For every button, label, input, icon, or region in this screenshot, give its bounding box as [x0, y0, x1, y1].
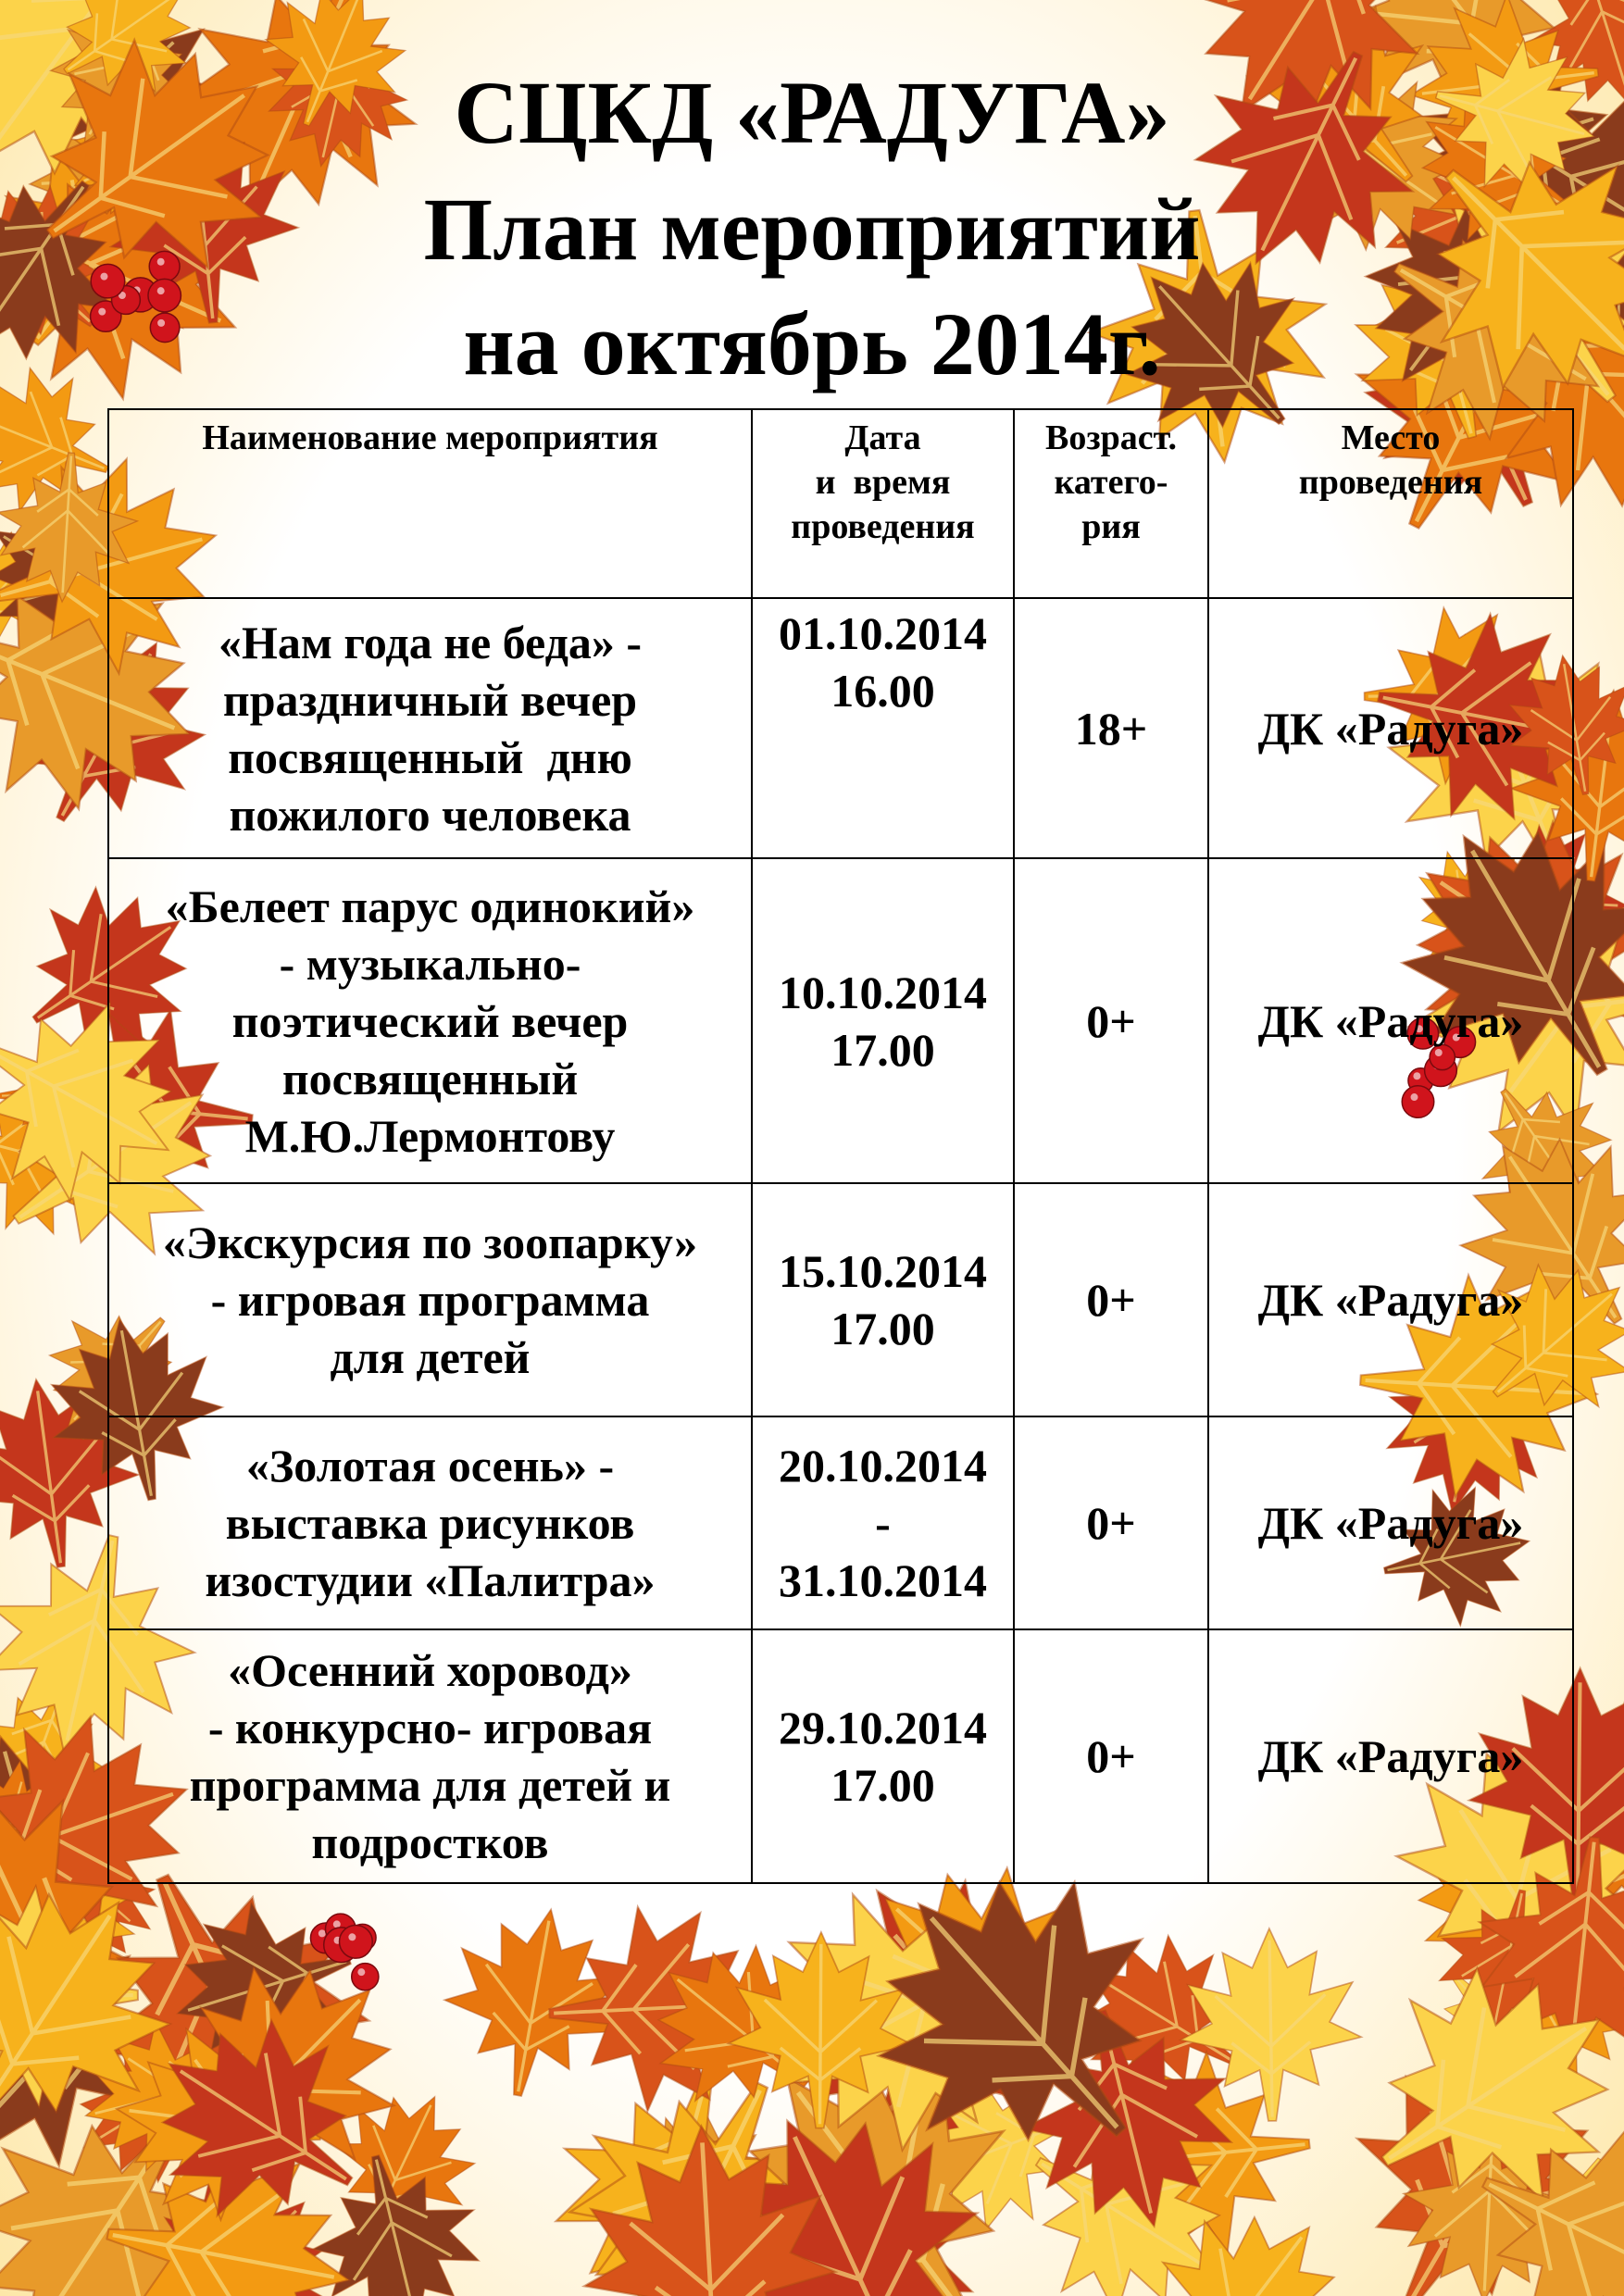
event-name-line: праздничный вечер [222, 673, 638, 726]
rowan-berry-icon [149, 251, 180, 281]
events-table [107, 408, 1574, 1884]
month-title: на октябрь 2014г. [463, 294, 1161, 393]
event-place-cell [1208, 858, 1573, 1183]
event-name-line: - музыкально- [279, 937, 581, 990]
table-row [108, 598, 1573, 858]
event-date: 15.10.2014 [779, 1245, 987, 1297]
event-age-cell [1014, 598, 1208, 858]
event-place: ДК «Радуга» [1257, 1497, 1524, 1549]
event-time: 16.00 [831, 665, 935, 717]
column-header-name [108, 409, 752, 598]
column-header-age-line: рия [1081, 507, 1141, 546]
rowan-berry-icon [340, 1925, 373, 1958]
event-datetime-cell [752, 1183, 1014, 1416]
table-row [108, 1629, 1573, 1883]
event-name-line: - игровая программа [210, 1274, 650, 1326]
event-time: 17.00 [831, 1303, 935, 1354]
event-age-cell [1014, 1183, 1208, 1416]
column-header-age-line: Возраст. [1045, 418, 1177, 457]
event-time: 17.00 [831, 1023, 935, 1076]
age-category: 18+ [1074, 702, 1148, 755]
age-category: 0+ [1086, 1274, 1136, 1326]
column-header-datetime [752, 409, 1014, 598]
age-category: 0+ [1086, 1497, 1136, 1549]
event-date-end: 31.10.2014 [779, 1554, 987, 1606]
event-date: 10.10.2014 [779, 966, 987, 1018]
event-name-line: программа для детей и [189, 1759, 671, 1811]
event-place: ДК «Радуга» [1257, 1730, 1524, 1782]
event-name-cell [108, 1183, 752, 1416]
event-age-cell [1014, 1629, 1208, 1883]
event-name-cell [108, 1629, 752, 1883]
event-age-cell [1014, 1416, 1208, 1629]
column-header-name-text: Наименование мероприятия [202, 418, 658, 457]
table-row [108, 1416, 1573, 1629]
event-date-separator: - [875, 1497, 891, 1549]
column-header-datetime-line: Дата [844, 418, 921, 457]
rowan-berry-icon [148, 279, 181, 311]
event-name-line: «Золотая осень» - [245, 1440, 615, 1491]
event-datetime-cell [752, 1416, 1014, 1629]
event-name-line: «Нам года не беда» - [218, 616, 643, 668]
event-place-cell [1208, 1629, 1573, 1883]
rowan-berry-icon [91, 264, 125, 298]
event-name-cell [108, 598, 752, 858]
org-title: СЦКД «РАДУГА» [454, 63, 1170, 162]
table-row [108, 858, 1573, 1183]
event-name-line: «Осенний хоровод» [228, 1644, 632, 1696]
event-place-cell [1208, 1416, 1573, 1629]
column-header-datetime-line: проведения [791, 507, 975, 546]
event-age-cell [1014, 858, 1208, 1183]
event-place: ДК «Радуга» [1257, 994, 1524, 1047]
column-header-age [1014, 409, 1208, 598]
rowan-berry-icon [150, 313, 180, 343]
event-name-line: пожилого человека [229, 788, 631, 841]
event-name-line: изостудии «Палитра» [205, 1554, 656, 1606]
event-name-line: для детей [330, 1331, 531, 1383]
table-row [108, 1183, 1573, 1416]
event-name-line: М.Ю.Лермонтову [244, 1109, 616, 1162]
rowan-berry-icon [352, 1964, 379, 1990]
column-header-place-line: Место [1341, 418, 1441, 457]
column-header-datetime-line: и время [815, 463, 951, 502]
event-name-line: посвященный дню [228, 730, 632, 783]
age-category: 0+ [1086, 994, 1136, 1047]
table-header-row [108, 409, 1573, 598]
event-place-cell [1208, 1183, 1573, 1416]
event-datetime-cell [752, 1629, 1014, 1883]
event-time: 17.00 [831, 1759, 935, 1811]
event-datetime-cell [752, 598, 1014, 858]
event-date: 29.10.2014 [779, 1702, 987, 1753]
column-header-place-line: проведения [1298, 463, 1483, 502]
event-name-line: поэтический вечер [231, 994, 629, 1047]
plan-title: План мероприятий [423, 180, 1201, 279]
column-header-age-line: катего- [1054, 463, 1168, 502]
event-name-line: - конкурсно- игровая [207, 1702, 653, 1753]
event-datetime-cell [752, 858, 1014, 1183]
event-place-cell [1208, 598, 1573, 858]
age-category: 0+ [1086, 1730, 1136, 1782]
event-name-line: выставка рисунков [225, 1497, 635, 1549]
event-date: 01.10.2014 [779, 607, 987, 659]
event-place: ДК «Радуга» [1257, 702, 1524, 755]
event-name-line: подростков [311, 1816, 549, 1868]
event-name-line: посвященный [281, 1052, 579, 1104]
column-header-place [1208, 409, 1573, 598]
event-name-line: «Экскурсия по зоопарку» [162, 1217, 698, 1268]
event-name-line: «Белеет парус одинокий» [165, 880, 695, 932]
event-name-cell [108, 1416, 752, 1629]
event-date-start: 20.10.2014 [779, 1440, 987, 1491]
event-place: ДК «Радуга» [1257, 1274, 1524, 1326]
event-name-cell [108, 858, 752, 1183]
